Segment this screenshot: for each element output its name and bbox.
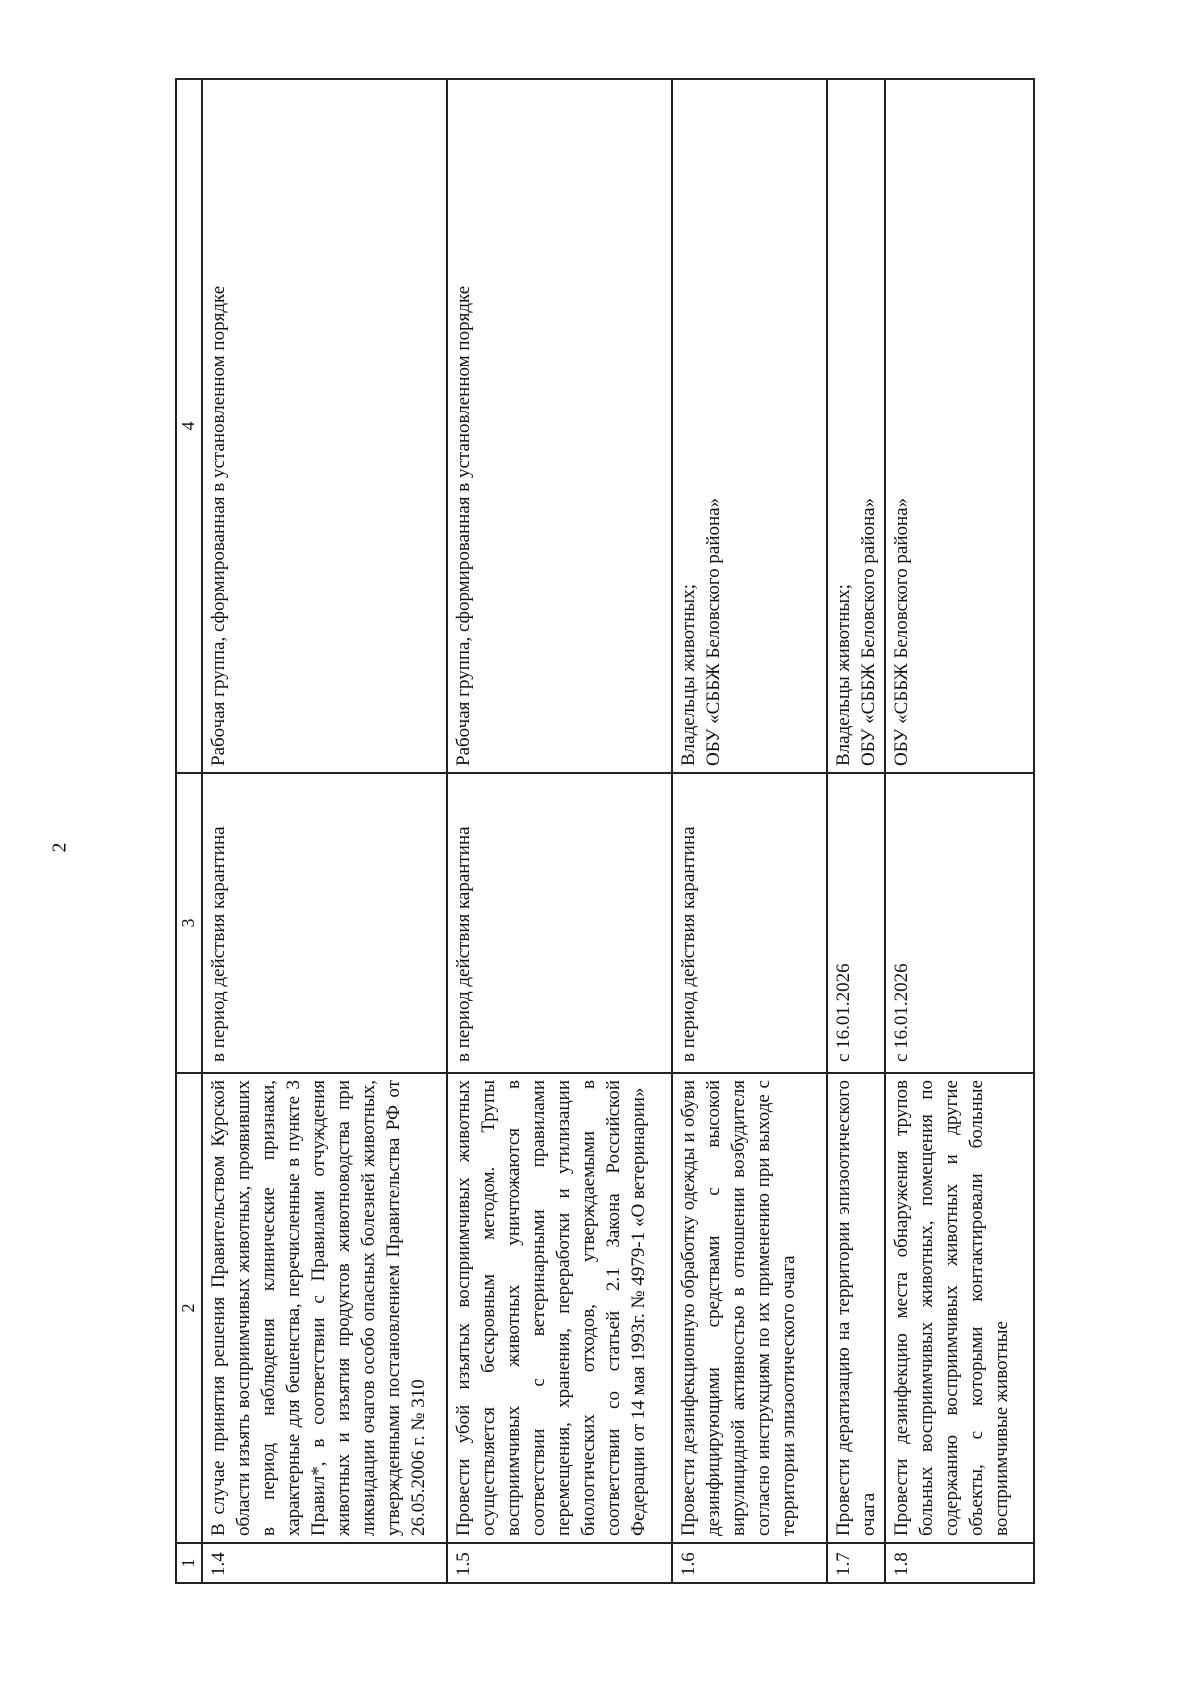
table-row xyxy=(885,79,1034,1583)
responsible-line: ОБУ «СББЖ Беловского района» xyxy=(891,497,912,766)
responsible-line: Рабочая группа, сформированная в установленном порядке xyxy=(453,285,474,766)
row-responsible xyxy=(885,79,1034,773)
row-number: 1.7 xyxy=(827,1543,885,1583)
row-number: 1.4 xyxy=(202,1543,447,1583)
row-action: В случае принятия решения Правительством Курской области изъять восприимчивых животных, проявивших в период наблюдения клинические признаки, характерные для бешенства, перечисленные в пункте 3 Правил*, в соответствии с Правилами отчуждения животных и изъятия продуктов животноводства при ликвидации очагов особо опасных болезней животных, утвержденными постановлением Правительства РФ от 26.05.2006 г. № 310 xyxy=(202,1073,447,1543)
row-number: 1.5 xyxy=(447,1543,672,1583)
column-header: 4 xyxy=(176,79,202,773)
table-row xyxy=(672,79,827,1583)
responsible-line: Владельцы животных; xyxy=(833,584,854,766)
row-number: 1.8 xyxy=(885,1543,1034,1583)
row-responsible xyxy=(672,79,827,773)
row-responsible xyxy=(447,79,672,773)
responsible-line: Рабочая группа, сформированная в установленном порядке xyxy=(208,285,229,766)
column-header: 3 xyxy=(176,773,202,1073)
row-action: Провести убой изъятых восприимчивых животных осуществляется бескровным методом. Трупы восприимчивых животных уничтожаются в соответствии с ветеринарными правилами перемещения, хранения, переработки и утилизации биологических отходов, утверждаемыми в соответствии со статьей 2.1 Закона Российской Федерации от 14 мая 1993г. № 4979-1 «О ветеринарии» xyxy=(447,1073,672,1543)
measures-table-rotated xyxy=(175,80,1035,1584)
row-responsible xyxy=(827,79,885,773)
table-header-row xyxy=(176,79,202,1583)
responsible-line: ОБУ «СББЖ Беловского района» xyxy=(858,497,879,766)
row-term: в период действия карантина xyxy=(672,773,827,1073)
table-row xyxy=(827,79,885,1583)
row-action: Провести дезинфекционную обработку одежды и обуви дезинфицирующими средствами с высокой вирулицидной активностью в отношении возбудителя согласно инструкциям по их применению при выходе с территории эпизоотического очага xyxy=(672,1073,827,1543)
responsible-line: Владельцы животных; xyxy=(678,584,699,766)
row-term: в период действия карантина xyxy=(447,773,672,1073)
row-number: 1.6 xyxy=(672,1543,827,1583)
row-term: с 16.01.2026 xyxy=(885,773,1034,1073)
row-action: Провести дезинфекцию места обнаружения трупов больных восприимчивых животных, помещения по содержанию восприимчивых животных и другие объекты, с которыми контактировали больные восприимчивые животные xyxy=(885,1073,1034,1543)
row-term: в период действия карантина xyxy=(202,773,447,1073)
column-header: 1 xyxy=(176,1543,202,1583)
measures-table xyxy=(175,78,1035,1584)
table-row xyxy=(447,79,672,1583)
column-header: 2 xyxy=(176,1073,202,1543)
table-row xyxy=(202,79,447,1583)
row-action: Провести дератизацию на территории эпизоотического очага xyxy=(827,1073,885,1543)
row-term: с 16.01.2026 xyxy=(827,773,885,1073)
responsible-line: ОБУ «СББЖ Беловского района» xyxy=(703,497,724,766)
page-number: 2 xyxy=(48,842,71,853)
row-responsible xyxy=(202,79,447,773)
